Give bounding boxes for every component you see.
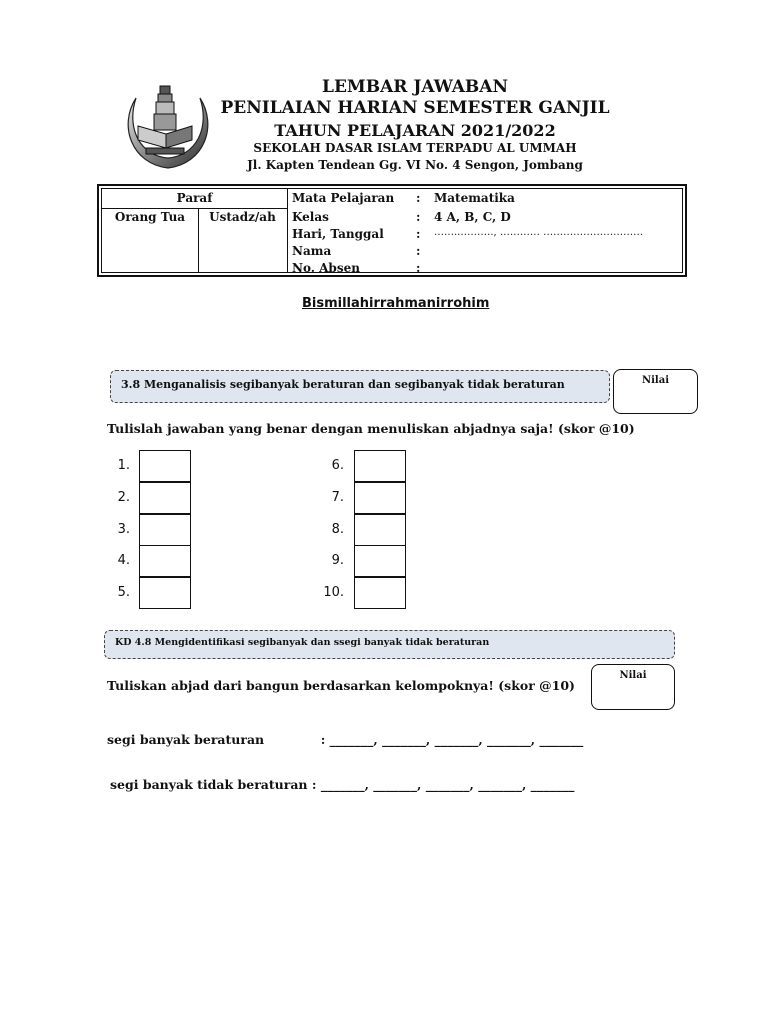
score-box-1[interactable]: [613, 369, 698, 414]
instruction-2: Tuliskan abjad dari bangun berdasarkan kelompoknya! (skor @10): [107, 678, 575, 693]
subject-label: Mata Pelajaran: [292, 191, 395, 205]
competency-box-2: [104, 630, 675, 659]
answer-box[interactable]: [354, 450, 406, 482]
answer-box[interactable]: [354, 482, 406, 514]
question-number: 2.: [117, 490, 130, 505]
divider: [287, 189, 288, 272]
score-box-2[interactable]: [591, 664, 675, 710]
answer-box[interactable]: [139, 482, 191, 514]
absen-field[interactable]: [434, 261, 684, 275]
paraf-label: Paraf: [176, 191, 213, 205]
absen-label: No. Absen: [292, 261, 360, 275]
class-sep: :: [416, 210, 421, 224]
competency-box-1: [110, 370, 610, 403]
answer-box[interactable]: [139, 514, 191, 546]
name-sep: :: [416, 244, 421, 258]
identity-table: [97, 184, 687, 277]
absen-sep: :: [416, 261, 421, 275]
subject-value: Matematika: [434, 191, 515, 205]
competency-text-2: KD 4.8 Mengidentifikasi segibanyak dan ssegi banyak tidak beraturan: [115, 637, 490, 648]
score-label-1: Nilai: [641, 375, 670, 386]
answer-box[interactable]: [139, 450, 191, 482]
date-label: Hari, Tanggal: [292, 227, 384, 241]
class-value: 4 A, B, C, D: [434, 210, 511, 224]
exam-title: PENILAIAN HARIAN SEMESTER GANJIL: [220, 98, 610, 118]
orang-tua-label: Orang Tua: [114, 210, 186, 224]
answer-box[interactable]: [354, 577, 406, 609]
academic-year: TAHUN PELAJARAN 2021/2022: [274, 121, 556, 140]
score-label-2: Nilai: [619, 670, 647, 681]
date-sep: :: [416, 227, 421, 241]
school-address: Jl. Kapten Tendean Gg. VI No. 4 Sengon, Jombang: [247, 158, 583, 172]
question-number: 8.: [331, 522, 344, 537]
answer-box[interactable]: [139, 577, 191, 609]
page-title: LEMBAR JAWABAN: [321, 77, 508, 97]
bismillah-heading: Bismillahirrahmanirrohim: [302, 296, 490, 311]
question-number: 1.: [117, 458, 130, 473]
regular-polygon-answer-line[interactable]: segi banyak beraturan : _______, _______, _______, _______, _______: [107, 732, 584, 747]
divider: [102, 208, 287, 209]
class-label: Kelas: [292, 210, 329, 224]
question-number: 10.: [323, 585, 344, 600]
competency-text-1: 3.8 Menganalisis segibanyak beraturan dan segibanyak tidak beraturan: [121, 378, 565, 391]
question-number: 6.: [331, 458, 344, 473]
name-label: Nama: [292, 244, 332, 258]
school-name: SEKOLAH DASAR ISLAM TERPADU AL UMMAH: [253, 141, 577, 155]
question-number: 5.: [117, 585, 130, 600]
answer-box[interactable]: [139, 545, 191, 577]
question-number: 9.: [331, 553, 344, 568]
question-number: 7.: [331, 490, 344, 505]
ustadz-label: Ustadz/ah: [209, 210, 276, 224]
subject-sep: :: [416, 191, 421, 205]
question-number: 4.: [117, 553, 130, 568]
name-field[interactable]: [434, 244, 684, 258]
question-number: 3.: [117, 522, 130, 537]
answer-box[interactable]: [354, 514, 406, 546]
instruction-1: Tulislah jawaban yang benar dengan menuliskan abjadnya saja! (skor @10): [107, 421, 635, 436]
answer-box[interactable]: [354, 545, 406, 577]
date-field[interactable]: ……..………., ………… …………………………: [434, 227, 644, 238]
irregular-polygon-answer-line[interactable]: segi banyak tidak beraturan : _______, _______, _______, _______, _______: [110, 777, 575, 792]
